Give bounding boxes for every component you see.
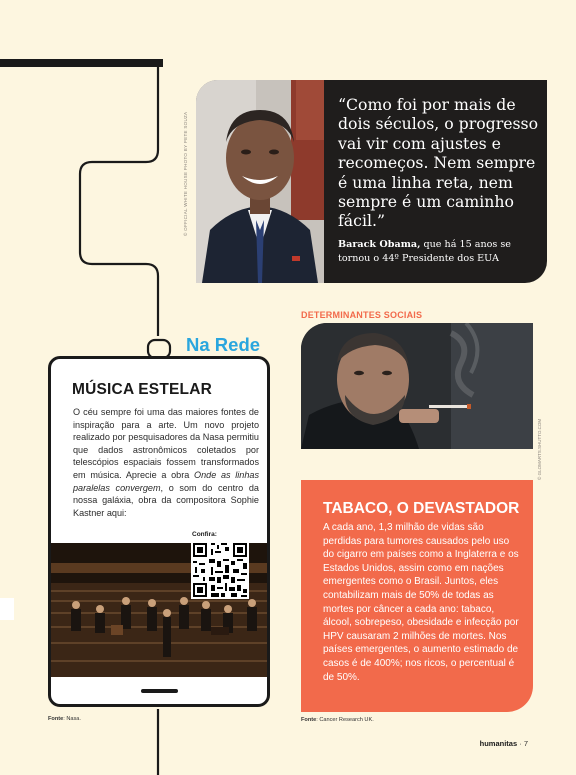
na-rede-label: Na Rede [186,334,261,355]
page-number: 7 [523,739,528,748]
tabaco-title: TABACO, O DEVASTADOR [323,500,520,517]
confira-label: Confira: [192,531,217,538]
obama-portrait-photo [196,80,324,283]
tabaco-body: A cada ano, 1,3 milhão de vidas são perdidas para tumores causados pelo uso do cigarro em países como a Inglaterra e os Estados Unidos, assim como em nações emergentes como o Brasil. Juntos, eles contabilizam mais de 50% de todas as mortes por câncer a cada ano: tabaco, álcool, sobrepeso, obesidade e infecção por HPV causaram 2 milhões de mortes. Nos países emergentes, o aumento estimado de casos é de 400%; nos ricos, o percentual é de 50%. [323,522,519,683]
publication-name: humanitas [479,739,518,748]
smoker-photo [301,323,533,449]
phone-home-bar [141,689,178,693]
page-footer: humanitas · 7 [479,739,528,748]
quote-photo-credit: © OFFICIAL WHITE HOUSE PHOTO BY PETE SOUZA [183,111,188,236]
quote-author: Barack Obama, [338,239,421,250]
quote-attribution [338,238,543,266]
na-rede-source: Fonte: Nasa. [48,716,81,722]
smoker-photo-credit: © GLOMARTS.SHUTTO.COM [537,418,542,480]
quote-author-detail: que há 15 anos se tornou o 44º Presidente dos EUA [338,239,511,264]
tabaco-source: Fonte: Cancer Research UK. [301,717,374,723]
musica-estelar-title: MÚSICA ESTELAR [72,381,213,398]
section-label: DETERMINANTES SOCIAIS [301,310,423,320]
musica-estelar-body: O céu sempre foi uma das maiores fontes de inspiração para a arte. Um novo projeto realizado por pesquisadores da Nasa permitiu que dados astronômicos coletados por telescópios espaciais fossem transformados em música. Aprecie a obra Onde as linhas paralelas convergem, o som do centro da nossa galáxia, obra da compositora Sophie Kastner aqui: [73,407,260,518]
quote-text: “Como foi por mais de dois séculos, o progresso vai vir com ajustes e recomeços. Nem sempre é uma linha reta, nem sempre é um caminho fácil.” [338,95,539,231]
qr-code[interactable] [191,541,249,599]
